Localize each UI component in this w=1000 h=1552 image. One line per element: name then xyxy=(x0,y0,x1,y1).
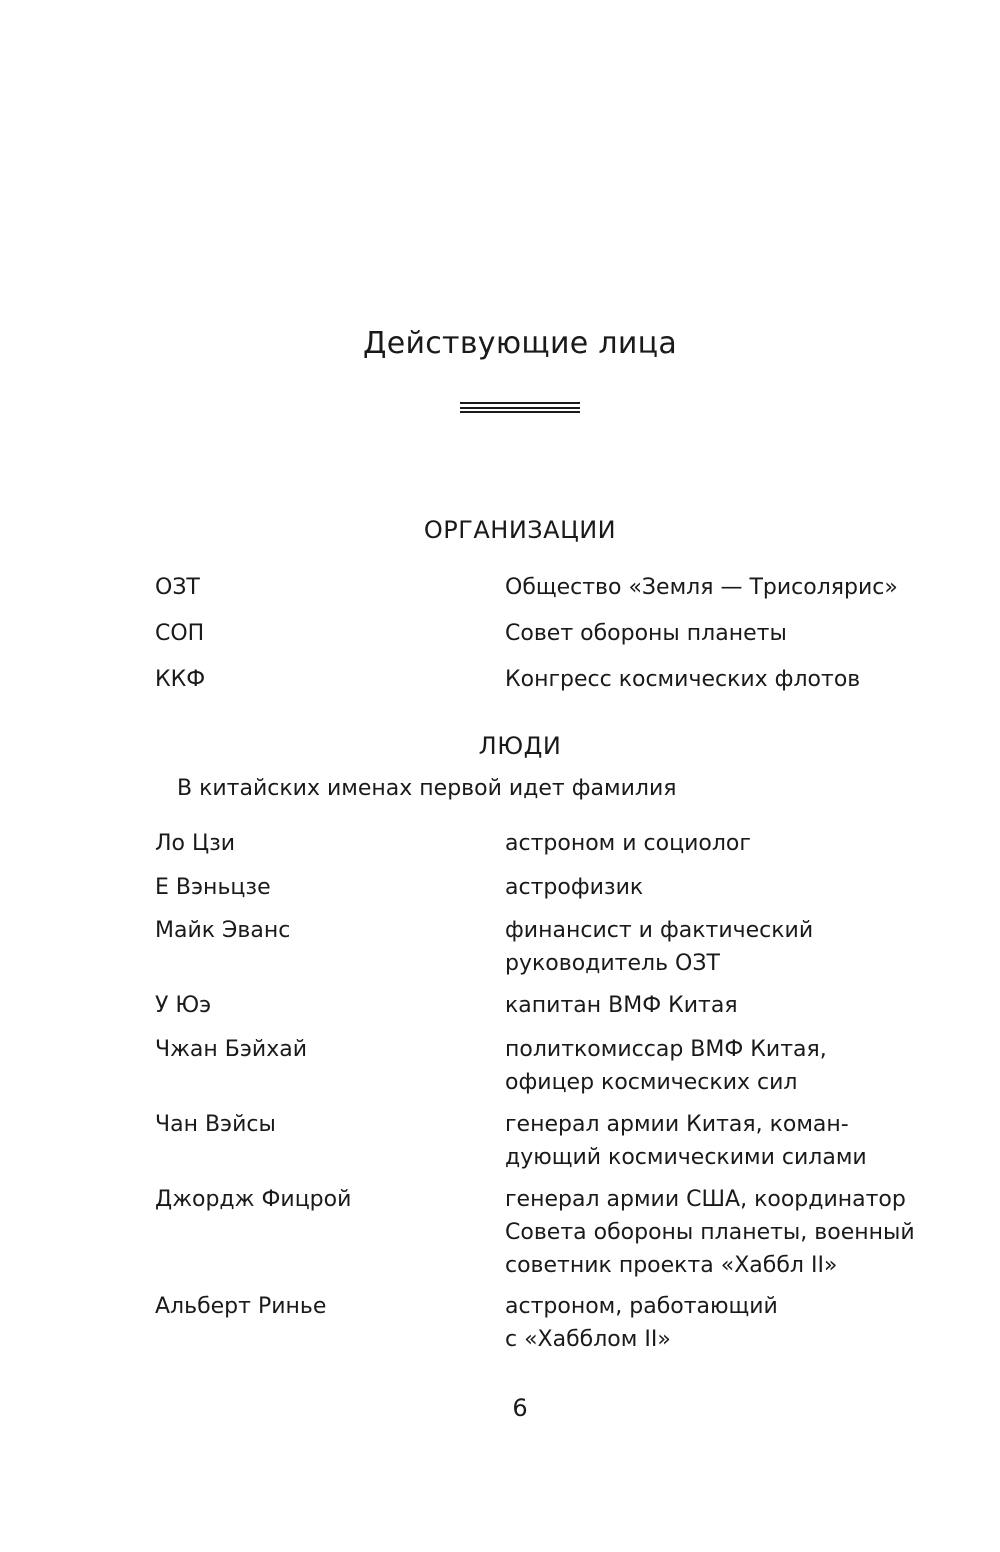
person-description-line: генерал армии США, координатор xyxy=(505,1187,906,1212)
person-description xyxy=(505,1033,905,1099)
person-description xyxy=(505,989,905,1022)
person-description-line: офицер космических сил xyxy=(505,1070,798,1095)
organization-name-line: Общество «Земля — Трисолярис» xyxy=(505,575,898,600)
person-description xyxy=(505,827,905,860)
person-name: Альберт Ринье xyxy=(155,1294,327,1319)
organization-name xyxy=(505,571,905,604)
person-name: Е Вэньцзе xyxy=(155,875,271,900)
title-ornament xyxy=(460,402,580,418)
person-description-line: астроном, работающий xyxy=(505,1294,778,1319)
person-description-line: Совета обороны планеты, военный xyxy=(505,1220,915,1245)
naming-note: В китайских именах первой идет фамилия xyxy=(177,776,677,801)
organization-name xyxy=(505,663,905,696)
organization-name-line: Конгресс космических флотов xyxy=(505,667,861,692)
person-name: У Юэ xyxy=(155,993,212,1018)
organization-abbr: ОЗТ xyxy=(155,575,200,600)
organization-abbr: СОП xyxy=(155,621,205,646)
page-number: 6 xyxy=(512,1394,528,1422)
person-name: Джордж Фицрой xyxy=(155,1187,352,1212)
people-heading: ЛЮДИ xyxy=(478,732,562,760)
organizations-heading: ОРГАНИЗАЦИИ xyxy=(423,516,617,544)
person-description-line: руководитель ОЗТ xyxy=(505,951,720,976)
person-description-line: финансист и фактический xyxy=(505,918,814,943)
person-description-line: с «Хабблом II» xyxy=(505,1327,671,1352)
person-name: Майк Эванс xyxy=(155,918,291,943)
person-description-line: астроном и социолог xyxy=(505,831,751,856)
person-description xyxy=(505,1108,905,1174)
person-description-line: советник проекта «Хаббл II» xyxy=(505,1253,838,1278)
person-description-line: дующий космическими силами xyxy=(505,1145,867,1170)
person-name: Чжан Бэйхай xyxy=(155,1037,308,1062)
person-description xyxy=(505,1183,915,1282)
organization-name-line: Совет обороны планеты xyxy=(505,621,787,646)
organization-name xyxy=(505,617,905,650)
person-description-line: генерал армии Китая, коман- xyxy=(505,1112,849,1137)
person-description-line: астрофизик xyxy=(505,875,644,900)
person-description-line: политкомиссар ВМФ Китая, xyxy=(505,1037,827,1062)
page-title: Действующие лица xyxy=(362,326,678,361)
person-description xyxy=(505,871,905,904)
person-description xyxy=(505,914,905,980)
person-description-line: капитан ВМФ Китая xyxy=(505,993,738,1018)
person-name: Ло Цзи xyxy=(155,831,236,856)
person-description xyxy=(505,1290,905,1356)
organization-abbr: ККФ xyxy=(155,667,206,692)
person-name: Чан Вэйсы xyxy=(155,1112,276,1137)
